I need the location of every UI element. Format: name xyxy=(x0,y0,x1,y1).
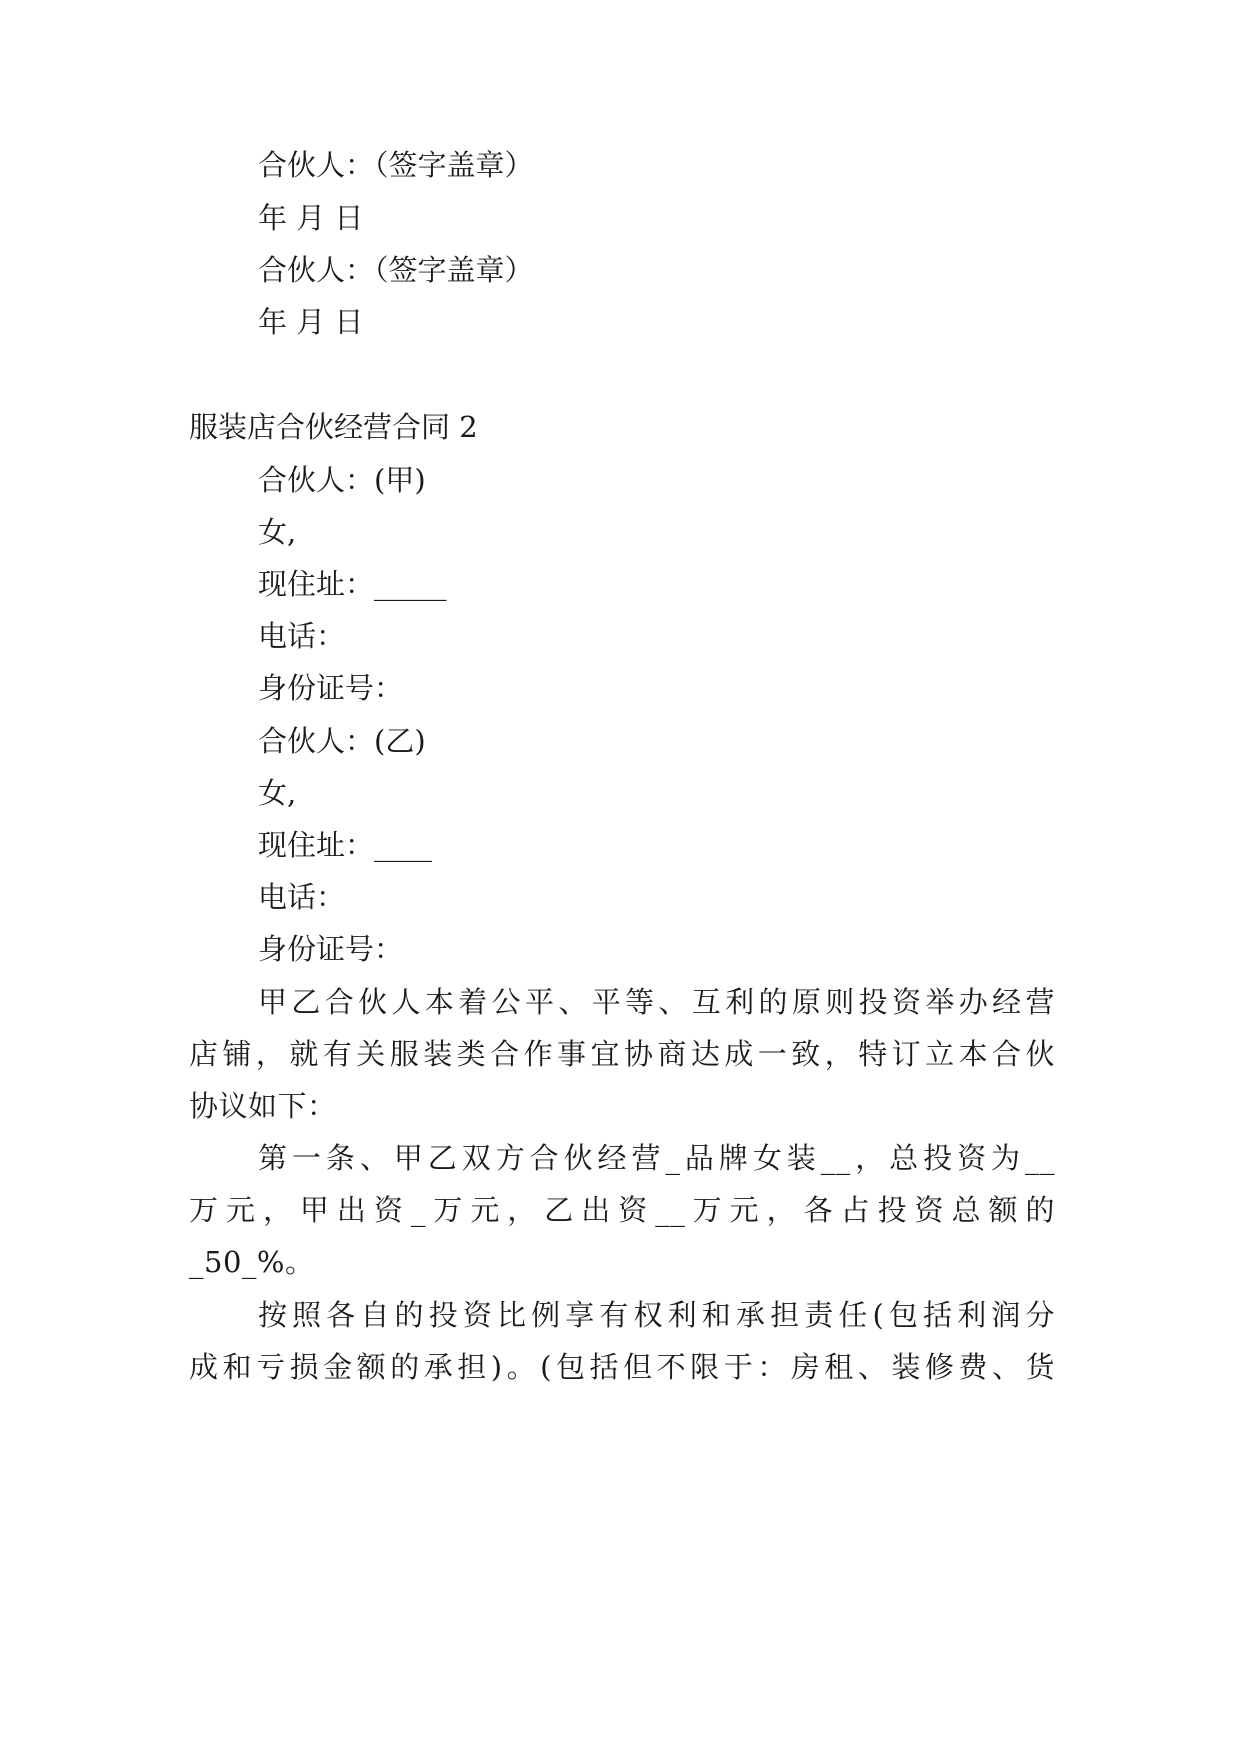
article-1-line-3: _50_%。 xyxy=(189,1245,315,1279)
party-a-gender: 女, xyxy=(258,515,297,549)
signature-date-2: 年 月 日 xyxy=(258,305,364,339)
party-a-label: 合伙人：(甲) xyxy=(258,463,426,497)
preamble-line-1: 甲乙合伙人本着公平、平等、互利的原则投资举办经营 xyxy=(258,985,1055,1019)
party-b-address: 现住址：____ xyxy=(258,828,433,862)
preamble-line-2: 店铺，就有关服装类合作事宜协商达成一致，特订立本合伙 xyxy=(189,1037,1055,1071)
article-1-line-2: 万元，甲出资_万元，乙出资__万元，各占投资总额的 xyxy=(189,1193,1055,1227)
party-b-id: 身份证号： xyxy=(258,932,404,966)
article-2-line-1: 按照各自的投资比例享有权利和承担责任(包括利润分 xyxy=(258,1298,1055,1332)
article-2-line-2: 成和亏损金额的承担)。(包括但不限于：房租、装修费、货 xyxy=(189,1350,1055,1384)
article-1-line-1: 第一条、甲乙双方合伙经营_品牌女装__，总投资为__ xyxy=(258,1141,1055,1175)
preamble-line-3: 协议如下： xyxy=(189,1089,337,1123)
signature-date-1: 年 月 日 xyxy=(258,201,364,235)
party-a-address: 现住址：_____ xyxy=(258,567,447,601)
party-a-phone: 电话： xyxy=(258,619,346,653)
party-b-label: 合伙人：(乙) xyxy=(258,724,426,758)
party-b-gender: 女, xyxy=(258,776,297,810)
signature-party-1: 合伙人：（签字盖章） xyxy=(258,148,534,182)
signature-party-2: 合伙人：（签字盖章） xyxy=(258,253,534,287)
party-b-phone: 电话： xyxy=(258,880,346,914)
party-a-id: 身份证号： xyxy=(258,671,404,705)
document-title: 服装店合伙经营合同 2 xyxy=(189,410,478,444)
